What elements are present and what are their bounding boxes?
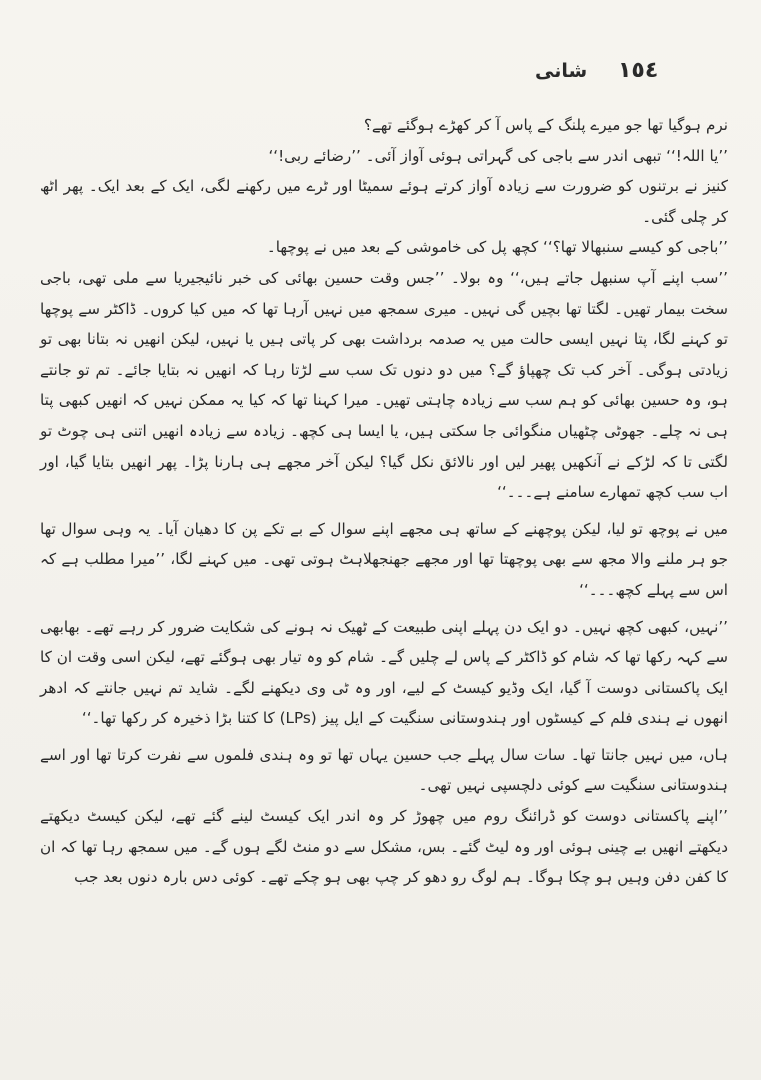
paragraph: کنیز نے برتنوں کو ضرورت سے زیادہ آواز کرتے ہوئے سمیٹا اور ٹرے میں رکھنے لگی، ایک کے بعد ایک۔ پھر اٹھ کر چلی گئی۔ bbox=[40, 177, 728, 226]
paragraph: ’’باجی کو کیسے سنبھالا تھا؟‘‘ کچھ پل کی خاموشی کے بعد میں نے پوچھا۔ bbox=[266, 238, 728, 257]
paragraph: ’’اپنے پاکستانی دوست کو ڈرائنگ روم میں چھوڑ کر وہ اندر ایک کیسٹ لینے گئے تھے، لیکن کیسٹ دیکھتے دیکھتے انھیں بے چینی ہوئی اور وہ لیٹ گئے۔ بس، مشکل سے دو منٹ لگے ہوں گے۔ میں سمجھ رہا تھا کہ ان کا کفن دفن وہیں ہو چکا ہوگا۔ ہم لوگ رو دھو کر چپ بھی ہو چکے تھے۔ کوئی دس بارہ دنوں بعد جب bbox=[40, 807, 728, 887]
paragraph: میں نے پوچھ تو لیا، لیکن پوچھنے کے ساتھ ہی مجھے اپنے سوال کے بے تکے پن کا دھیان آیا۔ یہ وہی سوال تھا جو ہر ملنے والا مجھ سے بھی پوچھتا تھا اور مجھے جھنجھلاہٹ ہوتی تھی۔ میں کہنے لگا، ’’میرا مطلب ہے کہ اس سے پہلے کچھ۔۔۔‘‘ bbox=[40, 519, 728, 599]
page-number: ١٥٤ bbox=[618, 58, 659, 83]
page-header bbox=[0, 58, 761, 88]
paragraph: ہاں، میں نہیں جانتا تھا۔ سات سال پہلے جب حسین یہاں تھا تو وہ ہندی فلموں سے نفرت کرتا تھا اور اسے ہندوستانی سنگیت سے کوئی دلچسپی نہیں تھی۔ bbox=[40, 745, 728, 795]
paragraph: نرم ہوگیا تھا جو میرے پلنگ کے پاس آ کر کھڑے ہوگئے تھے؟ bbox=[363, 116, 728, 134]
paragraph: ’’سب اپنے آپ سنبھل جاتے ہیں،‘‘ وہ بولا۔ ’’جس وقت حسین بھائی کی خبر نائیجیریا سے ملی تھی، باجی سخت بیمار تھیں۔ لگتا تھا بچیں گی نہیں۔ میری سمجھ میں نہیں آرہا تھا کہ میں کیا کروں۔ ڈاکٹر سے پوچھا تو کہنے لگا، پتا نہیں ایسی حالت میں یہ صدمہ برداشت بھی کر پاتی ہیں یا نہیں، لیکن انھیں نہ بتانا بھی تو زیادتی ہوگی۔ آخر کب تک چھپاؤ گے؟ میں دو دنوں تک سب سے لڑتا رہا کہ انھیں نہ بتایا جائے۔ تم تو جانتے ہو، وہ حسین بھائی کو ہم سب سے زیادہ چاہتی تھیں۔ میرا کہنا تھا کہ کیا یہ ممکن نہیں کہ انھیں کبھی پتا ہی نہ چلے۔ جھوٹی چٹھیاں منگوائی جا سکتی ہیں، یا ایسا ہی کچھ۔ زیادہ سے زیادہ انھیں اتنی ہی چوٹ تو لگتی تا کہ لڑکے نے آنکھیں پھیر لیں اور نالائق نکل گیا؟ لیکن آخر مجھے ہی ہارنا پڑا۔ پھر انھیں بتایا گیا، اور اب سب کچھ تمھارے سامنے ہے۔۔۔‘‘ bbox=[40, 268, 728, 502]
running-title: شانی bbox=[535, 60, 588, 82]
paragraph: ’’یا اللہ!‘‘ تبھی اندر سے باجی کی گہراتی ہوئی آواز آئی۔ ’’رضائے ربی!‘‘ bbox=[268, 146, 728, 165]
paragraph: ’’نہیں، کبھی کچھ نہیں۔ دو ایک دن پہلے اپنی طبیعت کے ٹھیک نہ ہونے کی شکایت ضرور کر رہے تھے۔ بھابھی سے کہہ رکھا تھا کہ شام کو ڈاکٹر کے پاس لے چلیں گے۔ شام کو وہ تیار بھی ہوگئے تھے، لیکن اسی وقت ان کا ایک پاکستانی دوست آ گیا، ایک وڈیو کیسٹ کے لیے، اور وہ ٹی وی دیکھنے لگے۔ شاید تم نہیں جانتے کہ ادھر انھوں نے ہندی فلم کے کیسٹوں اور ہندوستانی سنگیت کے ایل پیز (LPs) کا کتنا بڑا ذخیرہ کر رکھا تھا۔‘‘ bbox=[40, 617, 728, 728]
body-text bbox=[40, 110, 728, 893]
